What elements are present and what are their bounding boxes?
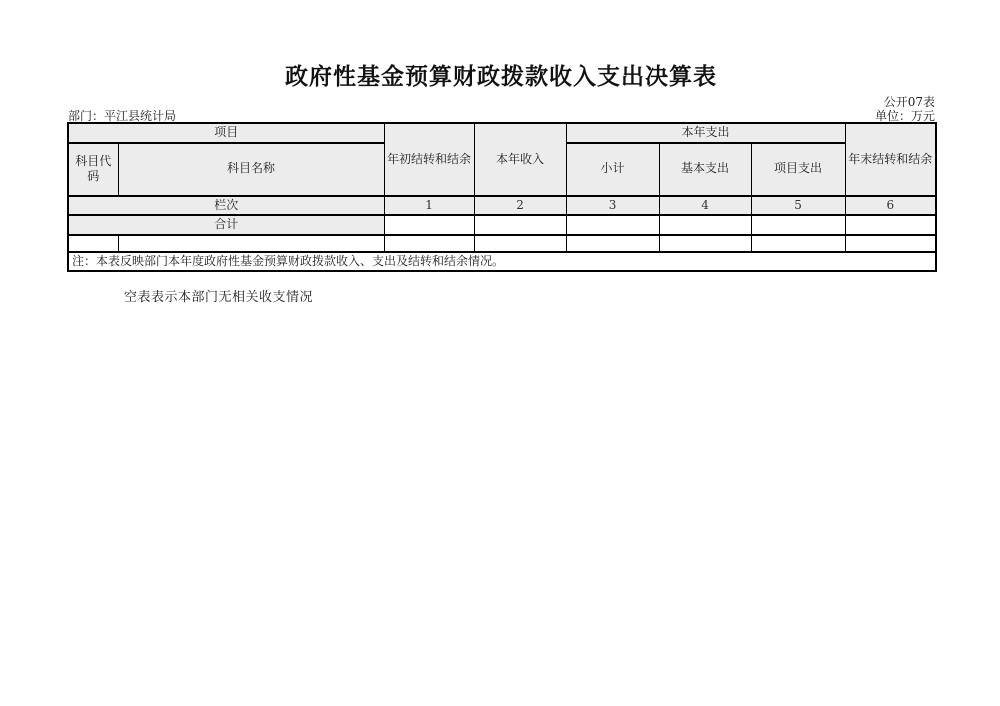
header-cell-basic-expenditure: 基本支出 [659, 143, 751, 196]
column-index-2: 2 [474, 196, 566, 216]
column-index-row [68, 196, 936, 216]
total-value-cell [751, 215, 845, 235]
column-index-6: 6 [845, 196, 936, 216]
data-cell [474, 235, 566, 252]
empty-data-row [68, 235, 936, 252]
table-code-label: 公开07表 [883, 95, 935, 109]
column-index-1: 1 [384, 196, 474, 216]
column-index-label: 栏次 [68, 196, 384, 216]
data-cell [566, 235, 659, 252]
column-index-5: 5 [751, 196, 845, 216]
data-cell [659, 235, 751, 252]
total-value-cell [384, 215, 474, 235]
department-label: 部门：平江县统计局 [68, 109, 177, 123]
total-value-cell [659, 215, 751, 235]
header-cell-project-expenditure: 项目支出 [751, 143, 845, 196]
subject-code-cell [68, 235, 118, 252]
header-cell-current-income: 本年收入 [474, 123, 566, 196]
header-row-1 [68, 123, 936, 143]
empty-table-note: 空表表示本部门无相关收支情况 [124, 290, 314, 305]
header-cell-subtotal: 小计 [566, 143, 659, 196]
page-title: 政府性基金预算财政拨款收入支出决算表 [285, 63, 717, 90]
header-cell-subject-code: 科目代码 [68, 143, 118, 196]
data-cell [384, 235, 474, 252]
total-value-cell [845, 215, 936, 235]
column-index-3: 3 [566, 196, 659, 216]
data-cell [751, 235, 845, 252]
subject-name-cell [118, 235, 384, 252]
total-value-cell [566, 215, 659, 235]
header-cell-current-expenditure: 本年支出 [566, 123, 845, 143]
total-row [68, 215, 936, 235]
header-cell-subject-name: 科目名称 [118, 143, 384, 196]
total-value-cell [474, 215, 566, 235]
header-cell-opening-balance: 年初结转和结余 [384, 123, 474, 196]
header-cell-project: 项目 [68, 123, 384, 143]
column-index-4: 4 [659, 196, 751, 216]
fund-budget-table [67, 122, 937, 272]
total-row-label: 合计 [68, 215, 384, 235]
unit-label: 单位：万元 [874, 109, 935, 123]
header-cell-closing-balance: 年末结转和结余 [845, 123, 936, 196]
note-row [68, 252, 936, 272]
data-cell [845, 235, 936, 252]
table-note: 注：本表反映部门本年度政府性基金预算财政拨款收入、支出及结转和结余情况。 [68, 252, 936, 272]
